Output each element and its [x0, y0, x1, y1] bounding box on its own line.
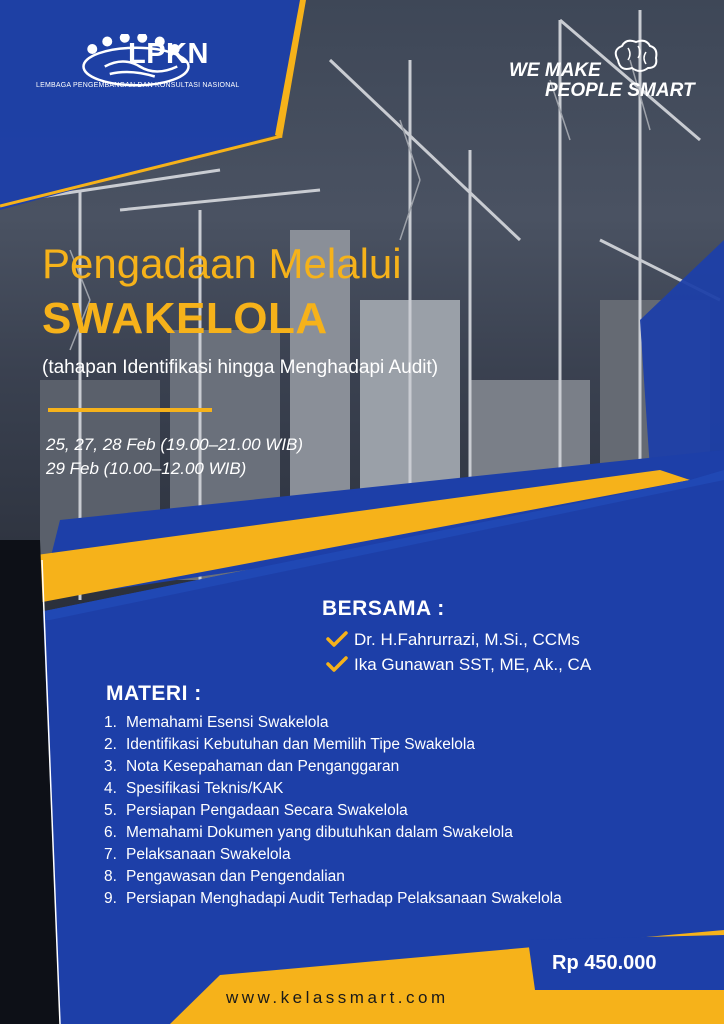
- list-item: 6. Memahami Dokumen yang dibutuhkan dalam Swakelola: [104, 824, 513, 841]
- speaker-name: Dr. H.Fahrurrazi, M.Si., CCMs: [354, 630, 580, 649]
- list-item: 7. Pelaksanaan Swakelola: [104, 846, 291, 863]
- price-label: Rp 450.000: [552, 952, 657, 974]
- list-item: 2. Identifikasi Kebutuhan dan Memilih Tipe Swakelola: [104, 736, 475, 753]
- list-item: 8. Pengawasan dan Pengendalian: [104, 868, 345, 885]
- speaker-name: Ika Gunawan SST, ME, Ak., CA: [354, 655, 592, 674]
- list-item: 9. Persiapan Menghadapi Audit Terhadap Pelaksanaan Swakelola: [104, 890, 562, 907]
- speaker-item: [326, 655, 591, 675]
- checkmark-icon: [326, 655, 348, 673]
- event-subtitle: (tahapan Identifikasi hingga Menghadapi Audit): [42, 357, 439, 378]
- checkmark-icon: [326, 630, 348, 648]
- speaker-item: [326, 630, 580, 650]
- logo-text: LPKN: [128, 38, 209, 70]
- event-title-line1: Pengadaan Melalui: [42, 240, 402, 287]
- tagline-line1: WE MAKE: [509, 60, 601, 81]
- title-divider: [48, 408, 212, 412]
- brain-icon: [610, 38, 660, 74]
- event-title-line2: SWAKELOLA: [42, 294, 328, 343]
- speakers-heading: BERSAMA :: [322, 597, 445, 620]
- event-date-line1: 25, 27, 28 Feb (19.00–21.00 WIB): [46, 435, 304, 454]
- list-item: 4. Spesifikasi Teknis/KAK: [104, 780, 284, 797]
- materi-list: [104, 712, 562, 910]
- tagline-line2: PEOPLE SMART: [545, 80, 695, 101]
- list-item: 5. Persiapan Pengadaan Secara Swakelola: [104, 802, 408, 819]
- event-date-line2: 29 Feb (10.00–12.00 WIB): [46, 459, 247, 478]
- logo-subtitle: LEMBAGA PENGEMBANGAN DAN KONSULTASI NASIONAL: [36, 82, 240, 89]
- website-link[interactable]: www.kelassmart.com: [226, 988, 449, 1007]
- list-item: 1. Memahami Esensi Swakelola: [104, 714, 329, 731]
- materi-heading: MATERI :: [106, 682, 202, 705]
- list-item: 3. Nota Kesepahaman dan Penganggaran: [104, 758, 400, 775]
